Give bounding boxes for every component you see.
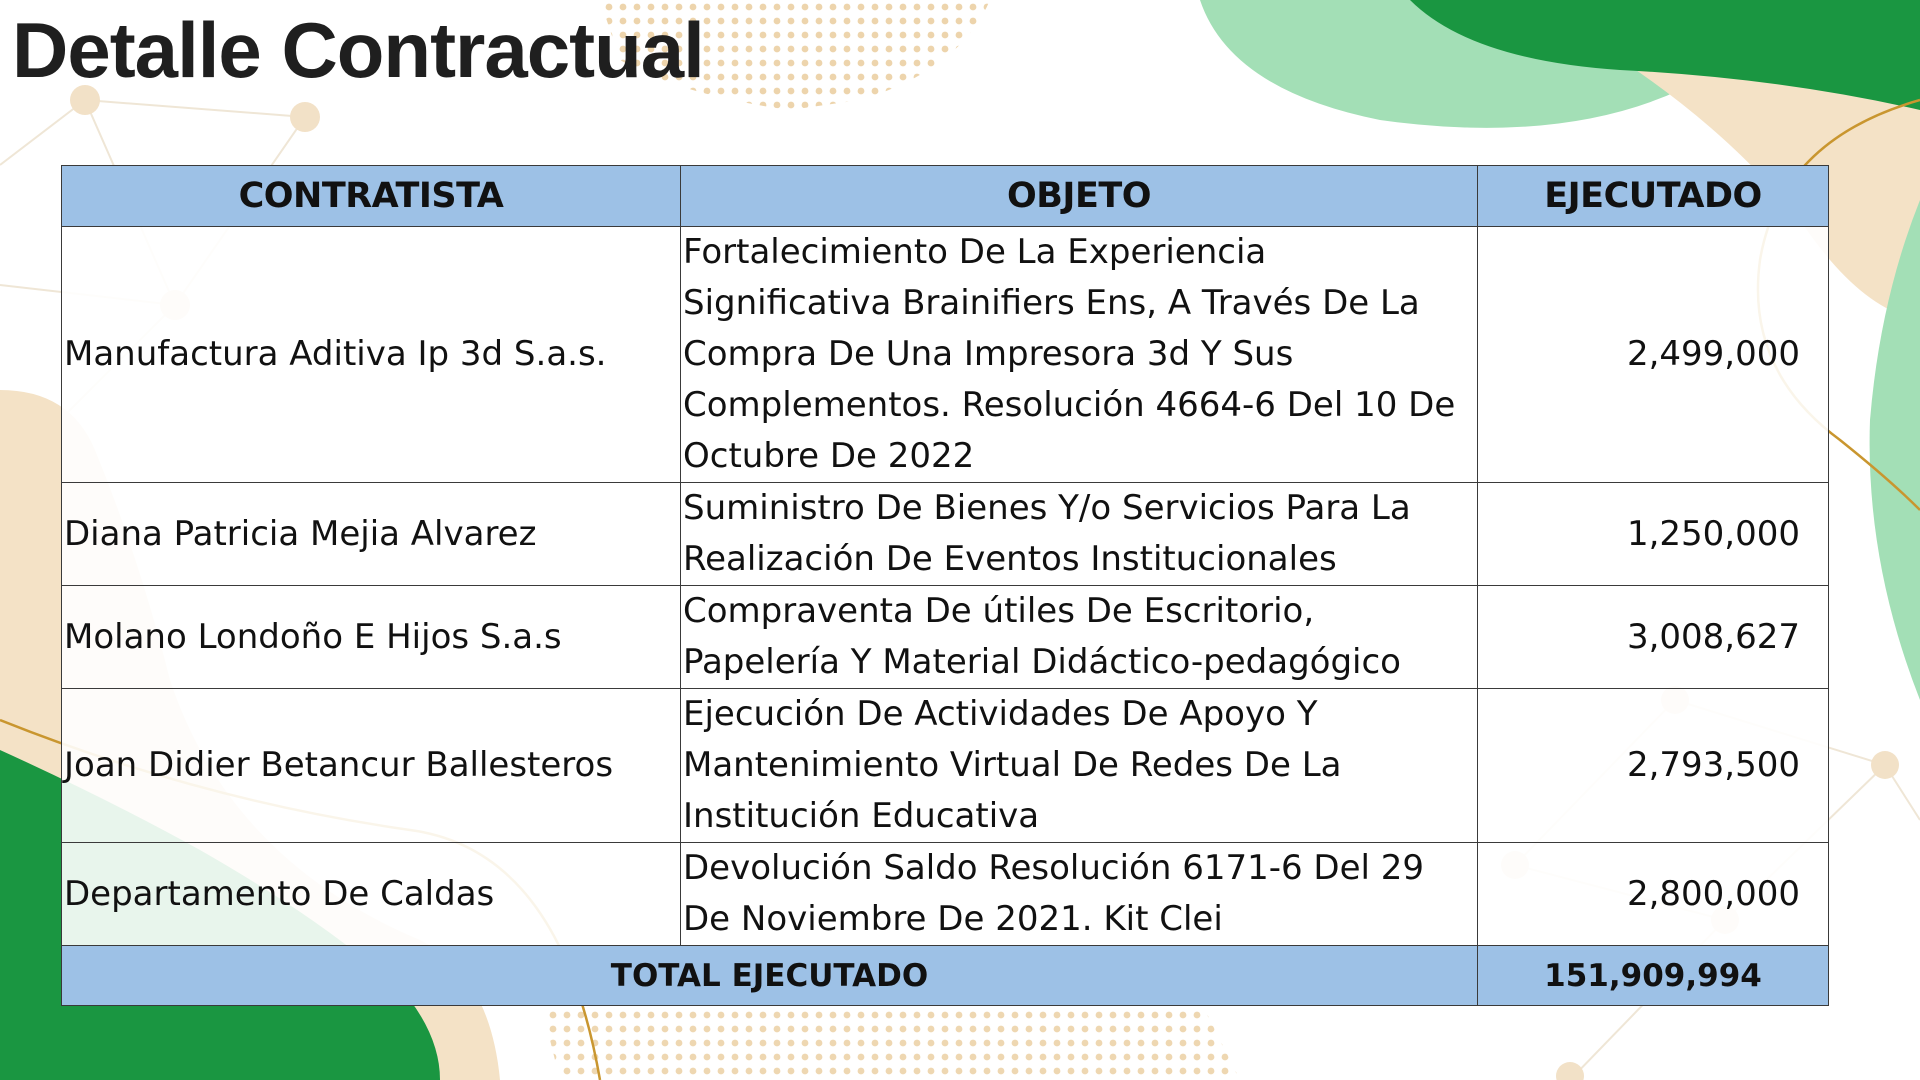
table-row <box>62 843 1829 946</box>
cell-ejecutado: 2,800,000 <box>1478 843 1829 946</box>
cell-contratista: Departamento De Caldas <box>62 843 681 946</box>
total-value: 151,909,994 <box>1478 946 1829 1006</box>
cell-objeto: Fortalecimiento De La Experiencia Significativa Brainifiers Ens, A Través De La Compra De Una Impresora 3d Y Sus Complementos. Resolución 4664-6 Del 10 De Octubre De 2022 <box>681 227 1478 483</box>
cell-ejecutado: 2,499,000 <box>1478 227 1829 483</box>
table-row <box>62 586 1829 689</box>
cell-ejecutado: 3,008,627 <box>1478 586 1829 689</box>
cell-contratista: Manufactura Aditiva Ip 3d S.a.s. <box>62 227 681 483</box>
cell-contratista: Joan Didier Betancur Ballesteros <box>62 689 681 843</box>
cell-objeto: Suministro De Bienes Y/o Servicios Para La Realización De Eventos Institucionales <box>681 483 1478 586</box>
page-title: Detalle Contractual <box>12 6 704 94</box>
cell-ejecutado: 2,793,500 <box>1478 689 1829 843</box>
total-label: TOTAL EJECUTADO <box>62 946 1478 1006</box>
column-header-objeto: OBJETO <box>681 166 1478 227</box>
table-total-row <box>62 946 1829 1006</box>
cell-contratista: Diana Patricia Mejia Alvarez <box>62 483 681 586</box>
column-header-contratista: CONTRATISTA <box>62 166 681 227</box>
cell-ejecutado: 1,250,000 <box>1478 483 1829 586</box>
table-row <box>62 227 1829 483</box>
cell-objeto: Ejecución De Actividades De Apoyo Y Mantenimiento Virtual De Redes De La Institución Educativa <box>681 689 1478 843</box>
table-row <box>62 483 1829 586</box>
table-row <box>62 689 1829 843</box>
table-header-row <box>62 166 1829 227</box>
cell-contratista: Molano Londoño E Hijos S.a.s <box>62 586 681 689</box>
cell-objeto: Compraventa De útiles De Escritorio, Papelería Y Material Didáctico-pedagógico <box>681 586 1478 689</box>
contracts-table <box>61 165 1829 1006</box>
cell-objeto: Devolución Saldo Resolución 6171-6 Del 29 De Noviembre De 2021. Kit Clei <box>681 843 1478 946</box>
column-header-ejecutado: EJECUTADO <box>1478 166 1829 227</box>
